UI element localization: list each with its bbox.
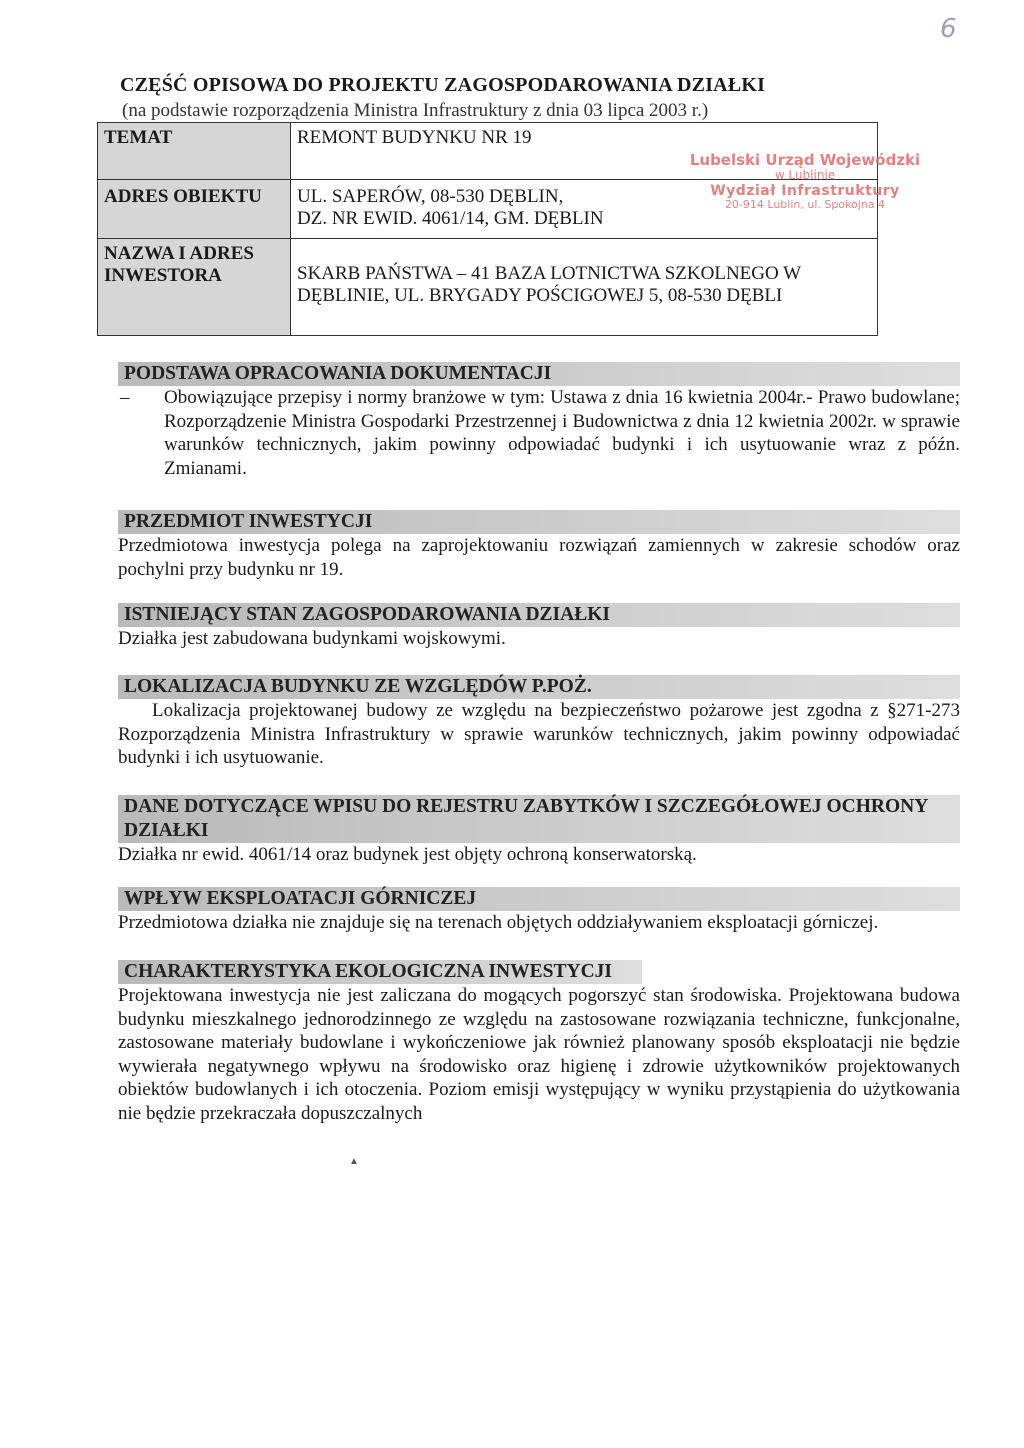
section-heading: ISTNIEJĄCY STAN ZAGOSPODAROWANIA DZIAŁKI (118, 603, 960, 627)
document-subtitle: (na podstawie rozporządzenia Ministra Infrastruktury z dnia 03 lipca 2003 r.) (122, 100, 709, 121)
inwestor-label (98, 239, 291, 336)
page-number: 6 (940, 14, 957, 44)
document-title: CZĘŚĆ OPISOWA DO PROJEKTU ZAGOSPODAROWANIA DZIAŁKI (120, 74, 766, 96)
podstawa-text (120, 386, 960, 480)
section-body (116, 386, 960, 480)
inwestor-label-line2: INWESTORA (104, 265, 222, 286)
section-body: Przedmiotowa inwestycja polega na zaprojektowaniu rozwiązań zamiennych w zakresie schodów oraz pochylni przy budynku nr 19. (118, 535, 960, 580)
inwestor-value-line2: DĘBLINIE, UL. BRYGADY POŚCIGOWEJ 5, 08-530 DĘBLI (297, 285, 783, 306)
inwestor-label-line1: NAZWA I ADRES (104, 243, 254, 264)
adres-value-line1: UL. SAPERÓW, 08-530 DĘBLIN, (297, 186, 564, 207)
section-body: Działka jest zabudowana budynkami wojskowymi. (118, 628, 506, 649)
temat-label: TEMAT (98, 123, 291, 180)
adres-label: ADRES OBIEKTU (98, 180, 291, 239)
section-lokalizacja (118, 675, 960, 770)
section-body: Działka nr ewid. 4061/14 oraz budynek jest objęty ochroną konserwatorską. (118, 844, 697, 865)
section-gornictwo (118, 887, 960, 935)
section-heading: PRZEDMIOT INWESTYCJI (118, 510, 960, 534)
section-heading: WPŁYW EKSPLOATACJI GÓRNICZEJ (118, 887, 960, 911)
section-ekologia (118, 960, 960, 1125)
section-heading: LOKALIZACJA BUDYNKU ZE WZGLĘDÓW P.POŻ. (118, 675, 960, 699)
section-przedmiot (118, 510, 960, 581)
section-heading: DANE DOTYCZĄCE WPISU DO REJESTRU ZABYTKÓW I SZCZEGÓŁOWEJ OCHRONY DZIAŁKI (118, 795, 960, 843)
bullet-dash: – (120, 387, 130, 408)
stamp-line3: Wydział Infrastruktury (710, 183, 900, 200)
office-stamp (670, 152, 940, 212)
section-heading: CHARAKTERYSTYKA EKOLOGICZNA INWESTYCJI (118, 960, 642, 984)
section-zabytki (118, 795, 960, 867)
inwestor-value-line1: SKARB PAŃSTWA – 41 BAZA LOTNICTWA SZKOLNEGO W (297, 263, 802, 284)
section-podstawa (118, 362, 960, 480)
section-body: Lokalizacja projektowanej budowy ze względu na bezpieczeństwo pożarowe jest zgodna z §271-273 Rozporządzenia Ministra Infrastruktury w sprawie warunków technicznych, jakim powinny odpowiadać budynki i ich usytuowanie. (118, 700, 960, 768)
section-istniejacy-stan (118, 603, 960, 651)
scan-mark: ▲ (349, 1156, 359, 1167)
temat-value: REMONT BUDYNKU NR 19 (291, 123, 878, 180)
section-body: Przedmiotowa działka nie znajduje się na terenach objętych oddziaływaniem eksploatacji górniczej. (118, 912, 879, 933)
podstawa-text-content: Obowiązujące przepisy i normy branżowe w tym: Ustawa z dnia 16 kwietnia 2004r.- Prawo budowlane; Rozporządzenie Ministra Gospodarki Przestrzennej i Budownictwa z dnia 12 kwietnia 2002r. w sprawie warunków technicznych, jakim powinny odpowiadać budynki i ich usytuowanie wraz z późn. Zmianami. (164, 387, 960, 479)
inwestor-value (291, 239, 878, 336)
section-body: Projektowana inwestycja nie jest zaliczana do mogących pogorszyć stan środowiska. Projektowana budowa budynku mieszkalnego jednorodzinnego ze względu na zastosowane rozwiązania techniczne, funkcjonalne, zastosowane materiały budowlane i wykończeniowe jak również planowany sposób eksploatacji nie będzie wywierała negatywnego wpływu na środowisko oraz higienę i zdrowie użytkowników projektowanych obiektów budowlanych i ich otoczenia. Poziom emisji występujący w wyniku przystąpienia do użytkowania nie będzie przekraczała dopuszczalnych (118, 985, 960, 1124)
stamp-line2: w Lublinie (774, 168, 836, 183)
table-row-inwestor (98, 239, 878, 336)
adres-value-line2: DZ. NR EWID. 4061/14, GM. DĘBLIN (297, 208, 604, 229)
stamp-line1: Lubelski Urząd Wojewódzki (689, 151, 921, 169)
section-heading: PODSTAWA OPRACOWANIA DOKUMENTACJI (118, 362, 960, 386)
stamp-line4: 20-914 Lublin, ul. Spokojna 4 (724, 198, 886, 212)
